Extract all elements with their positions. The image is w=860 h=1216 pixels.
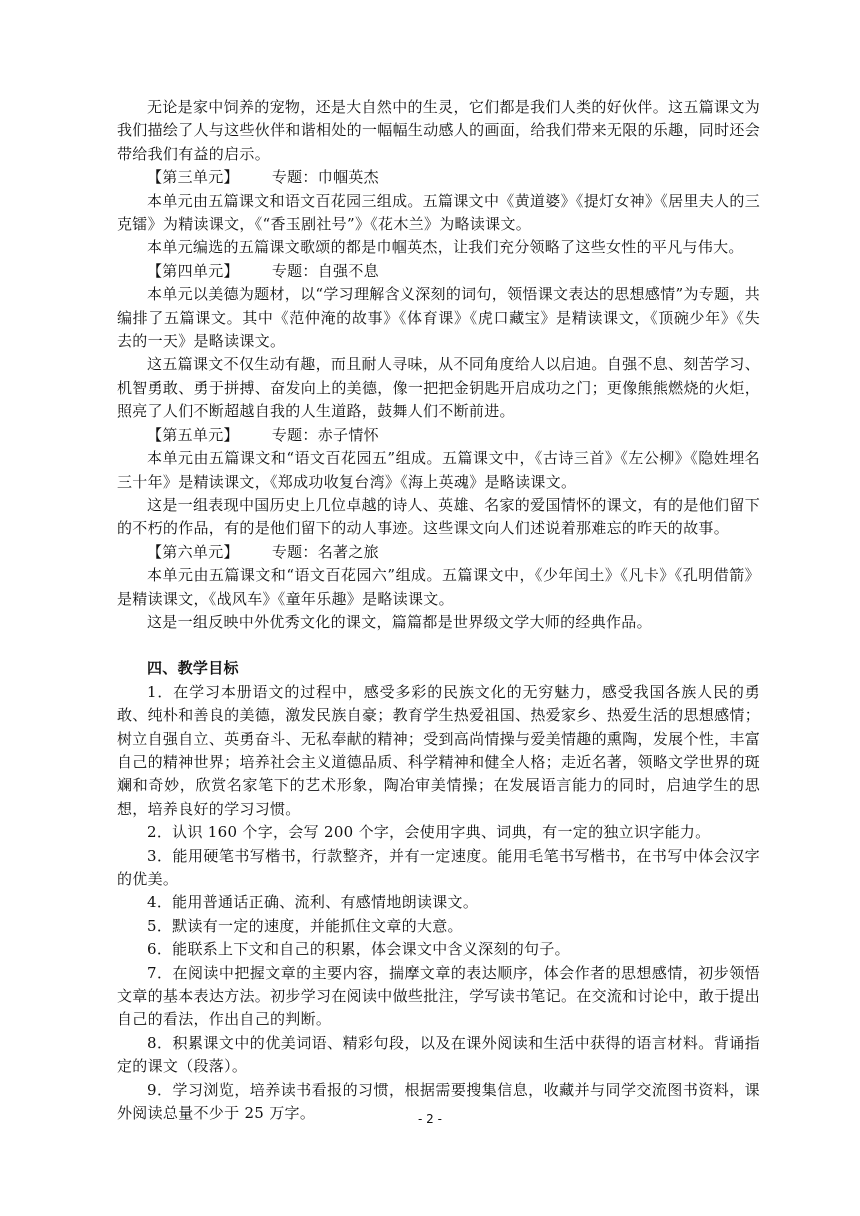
document-page	[117, 96, 760, 1125]
intro-paragraph: 无论是家中饲养的宠物，还是大自然中的生灵，它们都是我们人类的好伙伴。这五篇课文为我们描绘了人与这些伙伴和谐相处的一幅幅生动感人的画面，给我们带来无限的乐趣，同时还会带给我们有益的启示。	[117, 98, 760, 163]
goal-item: 3．能用硬笔书写楷书，行款整齐，并有一定速度。能用毛笔书写楷书，在书写中体会汉字的优美。	[117, 846, 760, 888]
goal-item: 9．学习浏览，培养读书看报的习惯，根据需要搜集信息，收藏并与同学交流图书资料，课外阅读总量不少于 25 万字。	[117, 1080, 760, 1123]
unit-5	[117, 424, 760, 541]
unit-paragraph: 本单元由五篇课文和“语文百花园五”组成。五篇课文中，《古诗三首》《左公柳》《隐姓埋名三十年》是精读课文，《郑成功收复台湾》《海上英魂》是略读课文。	[117, 449, 760, 491]
section-title: 四、教学目标	[147, 659, 239, 678]
unit-paragraph: 本单元编选的五篇课文歌颂的都是巾帼英杰，让我们充分领略了这些女性的平凡与伟大。	[147, 238, 744, 257]
unit-label: 【第三单元】	[147, 168, 239, 187]
unit-heading	[117, 260, 760, 283]
goal-item: 6．能联系上下文和自己的积累，体会课文中含义深刻的句子。	[147, 940, 570, 959]
goal-item: 5．默读有一定的速度，并能抓住文章的大意。	[147, 916, 463, 935]
teaching-goals-section	[117, 657, 760, 1125]
unit-paragraph: 这是一组反映中外优秀文化的课文，篇篇都是世界级文学大师的经典作品。	[147, 612, 652, 631]
unit-topic: 专题：自强不息	[271, 261, 379, 280]
goal-item: 2．认识 160 个字，会写 200 个字，会使用字典、词典，有一定的独立识字能力。	[147, 823, 711, 842]
goal-item: 8．积累课文中的优美词语、精彩句段，以及在课外阅读和生活中获得的语言材料。背诵指定的课文（段落）。	[117, 1033, 760, 1076]
unit-paragraph: 这是一组表现中国历史上几位卓越的诗人、英雄、名家的爱国情怀的课文，有的是他们留下的不朽的作品，有的是他们留下的动人事迹。这些课文向人们述说着那难忘的昨天的故事。	[117, 495, 760, 538]
unit-label: 【第四单元】	[147, 261, 239, 280]
unit-3	[117, 166, 760, 260]
unit-heading	[117, 166, 760, 189]
unit-heading	[117, 541, 760, 564]
unit-paragraph: 这五篇课文不仅生动有趣，而且耐人寻味，从不同角度给人以启迪。自强不息、刻苦学习、机智勇敢、勇于拼搏、奋发向上的美德，像一把把金钥匙开启成功之门；更像熊熊燃烧的火炬，照亮了人们不断超越自我的人生道路，鼓舞人们不断前进。	[117, 355, 760, 421]
goal-item: 1．在学习本册语文的过程中，感受多彩的民族文化的无穷魅力，感受我国各族人民的勇敢、纯朴和善良的美德，激发民族自豪；教育学生热爱祖国、热爱家乡、热爱生活的思想感情；树立自强自立、英勇奋斗、无私奉献的精神；受到高尚情操与爱美情趣的熏陶，发展个性，丰富自己的精神世界；培养社会主义道德品质、科学精神和健全人格；走近名著，领略文学世界的斑斓和奇妙，欣赏名家笔下的艺术形象，陶冶审美情操；在发展语言能力的同时，启迪学生的思想，培养良好的学习习惯。	[117, 682, 760, 818]
unit-paragraph: 本单元以美德为题材，以“学习理解含义深刻的词句，领悟课文表达的思想感情”为专题，共编排了五篇课文。其中《范仲淹的故事》《体育课》《虎口藏宝》是精读课文，《顶碗少年》《失去的一天》是略读课文。	[117, 285, 760, 351]
unit-topic: 专题：名著之旅	[271, 542, 379, 561]
unit-heading	[117, 424, 760, 447]
unit-topic: 专题：赤子情怀	[271, 425, 379, 444]
page-number: - 2 -	[418, 1112, 442, 1126]
unit-paragraph: 本单元由五篇课文和语文百花园三组成。五篇课文中《黄道婆》《提灯女神》《居里夫人的三克镭》为精读课文，《“香玉剧社号”》《花木兰》为略读课文。	[117, 191, 760, 234]
unit-topic: 专题：巾帼英杰	[271, 168, 379, 187]
unit-4	[117, 260, 760, 424]
section-gap	[117, 634, 760, 657]
unit-label: 【第五单元】	[147, 425, 239, 444]
unit-paragraph: 本单元由五篇课文和“语文百花园六”组成。五篇课文中，《少年闰土》《凡卡》《孔明借箭》是精读课文，《战风车》《童年乐趣》是略读课文。	[117, 566, 760, 608]
unit-label: 【第六单元】	[147, 542, 239, 561]
goal-item: 4．能用普通话正确、流利、有感情地朗读课文。	[147, 893, 479, 912]
goal-item: 7．在阅读中把握文章的主要内容，揣摩文章的表达顺序，体会作者的思想感情，初步领悟文章的基本表达方法。初步学习在阅读中做些批注，学写读书笔记。在交流和讨论中，敢于提出自己的看法，作出自己的判断。	[117, 963, 760, 1029]
unit-6	[117, 541, 760, 635]
